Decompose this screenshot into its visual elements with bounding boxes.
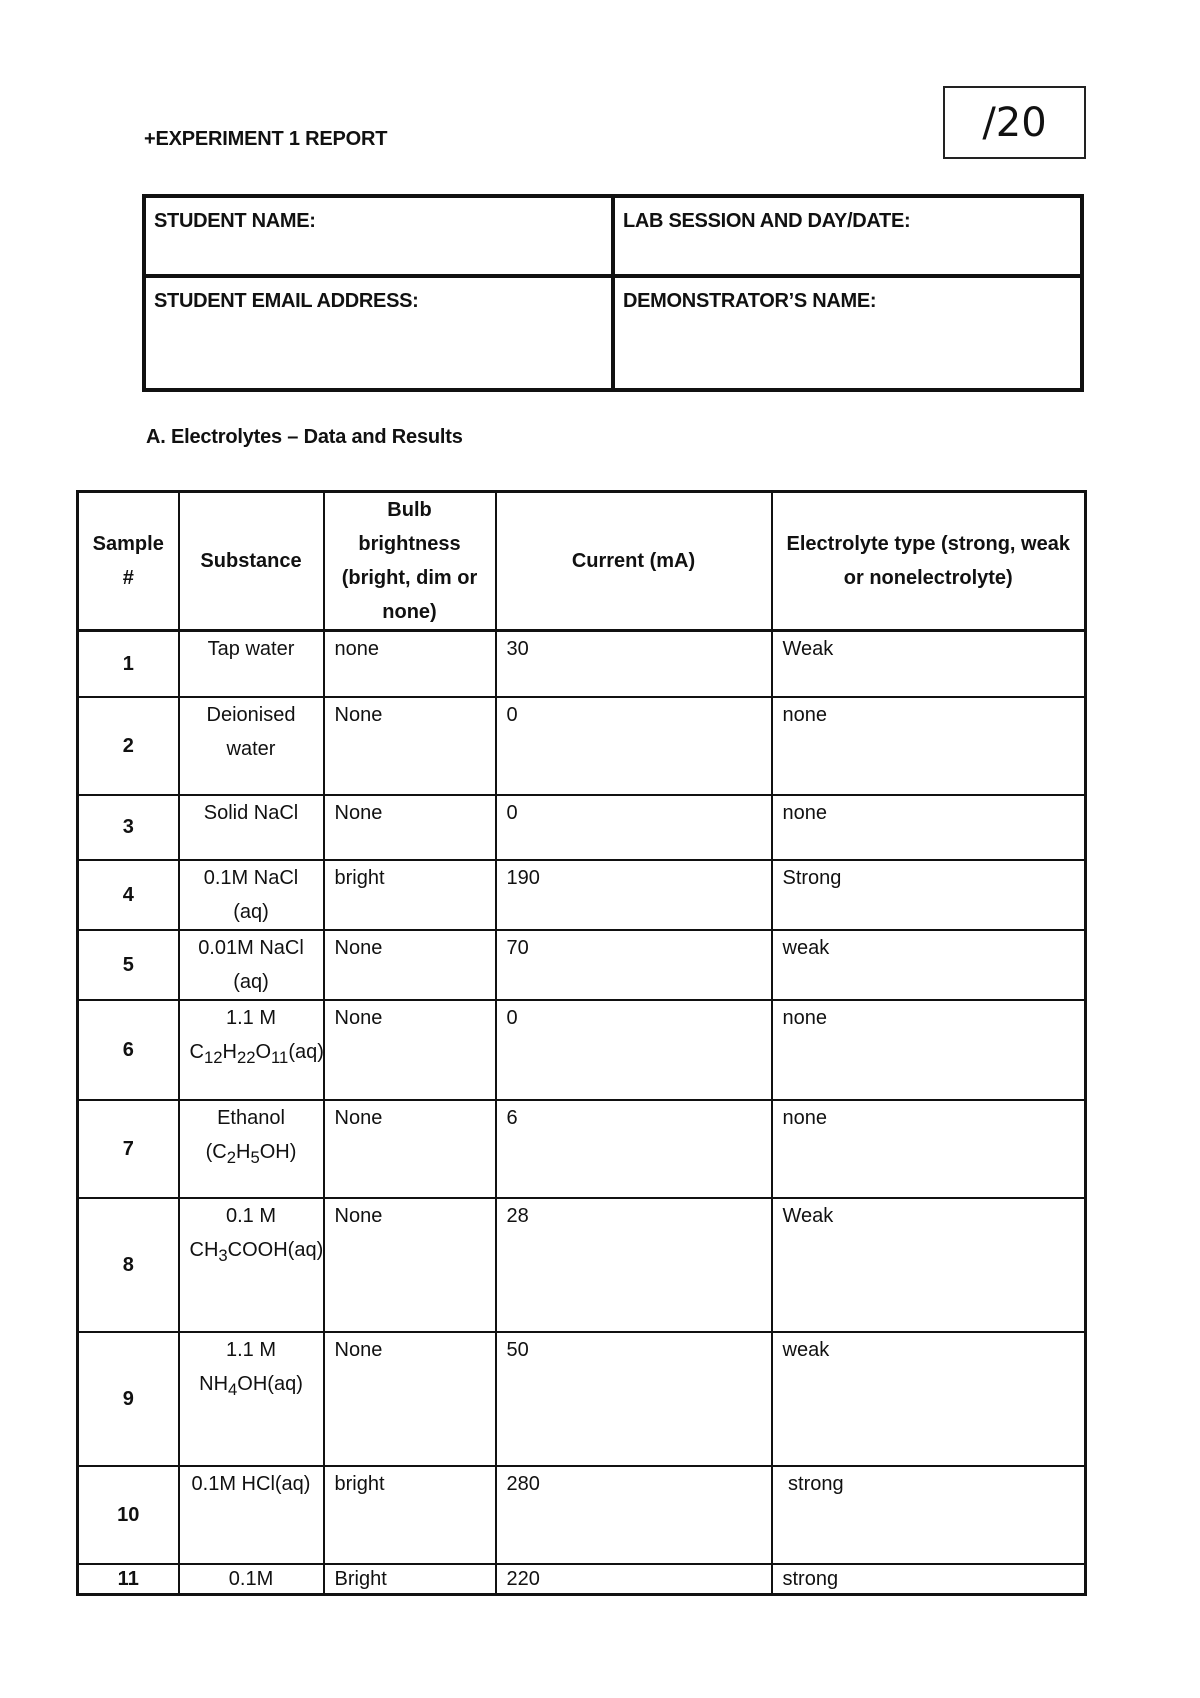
current-cell[interactable]: 30 bbox=[496, 631, 772, 697]
type-cell[interactable]: weak bbox=[772, 1332, 1086, 1466]
student-email-field[interactable] bbox=[144, 276, 613, 390]
substance-cell: Tap water bbox=[179, 631, 324, 697]
current-cell[interactable]: 70 bbox=[496, 930, 772, 1000]
current-cell[interactable]: 220 bbox=[496, 1564, 772, 1595]
sample-number: 6 bbox=[78, 1000, 179, 1100]
results-table bbox=[76, 490, 1087, 1596]
bulb-cell[interactable]: Bright bbox=[324, 1564, 496, 1595]
sample-number: 11 bbox=[78, 1564, 179, 1595]
student-name-label: STUDENT NAME: bbox=[154, 210, 316, 232]
sample-number: 7 bbox=[78, 1100, 179, 1198]
table-row bbox=[78, 631, 1086, 697]
score-box bbox=[943, 86, 1086, 159]
sample-number: 8 bbox=[78, 1198, 179, 1332]
header-bulb: Bulb brightness (bright, dim or none) bbox=[324, 492, 496, 631]
substance-label: 1.1 M bbox=[225, 1006, 277, 1029]
bulb-cell[interactable]: None bbox=[324, 795, 496, 860]
table-row bbox=[78, 1198, 1086, 1332]
table-row bbox=[78, 1100, 1086, 1198]
section-title: A. Electrolytes – Data and Results bbox=[146, 426, 463, 448]
student-name-field[interactable] bbox=[144, 196, 613, 276]
substance-cell bbox=[179, 1000, 324, 1100]
table-row bbox=[78, 860, 1086, 930]
table-row bbox=[78, 1332, 1086, 1466]
header-sample: Sample # bbox=[78, 492, 179, 631]
sample-number: 3 bbox=[78, 795, 179, 860]
table-row bbox=[78, 1000, 1086, 1100]
type-cell[interactable]: weak bbox=[772, 930, 1086, 1000]
substance-cell bbox=[179, 1332, 324, 1466]
header-current: Current (mA) bbox=[496, 492, 772, 631]
substance-cell: 0.01M NaCl (aq) bbox=[179, 930, 324, 1000]
substance-label: 1.1 M bbox=[225, 1338, 277, 1361]
report-title: +EXPERIMENT 1 REPORT bbox=[144, 128, 388, 150]
bulb-cell[interactable]: None bbox=[324, 1198, 496, 1332]
bulb-cell[interactable]: None bbox=[324, 697, 496, 795]
substance-cell bbox=[179, 1198, 324, 1332]
lab-session-field[interactable] bbox=[613, 196, 1082, 276]
bulb-cell[interactable]: None bbox=[324, 1100, 496, 1198]
table-row bbox=[78, 1466, 1086, 1564]
sample-number: 4 bbox=[78, 860, 179, 930]
bulb-cell[interactable]: None bbox=[324, 1332, 496, 1466]
type-cell[interactable]: Weak bbox=[772, 1198, 1086, 1332]
header-type: Electrolyte type (strong, weak or nonelectrolyte) bbox=[772, 492, 1086, 631]
current-cell[interactable]: 0 bbox=[496, 697, 772, 795]
type-cell[interactable]: strong bbox=[772, 1564, 1086, 1595]
substance-formula: $C_{12}H_{22}O_{11}(aq)$ bbox=[189, 1040, 324, 1067]
type-cell[interactable]: Strong bbox=[772, 860, 1086, 930]
type-cell[interactable]: Weak bbox=[772, 631, 1086, 697]
table-row bbox=[78, 697, 1086, 795]
type-cell[interactable]: strong bbox=[772, 1466, 1086, 1564]
sample-number: 2 bbox=[78, 697, 179, 795]
substance-cell: 0.1M NaCl (aq) bbox=[179, 860, 324, 930]
type-cell[interactable]: none bbox=[772, 795, 1086, 860]
type-cell[interactable]: none bbox=[772, 1100, 1086, 1198]
student-email-label: STUDENT EMAIL ADDRESS: bbox=[154, 290, 419, 312]
substance-cell: Deionised water bbox=[179, 697, 324, 795]
bulb-cell[interactable]: bright bbox=[324, 1466, 496, 1564]
substance-formula: $(C_2H_5OH)$ bbox=[205, 1140, 297, 1167]
substance-formula: $CH_3COOH(aq)$ bbox=[189, 1238, 324, 1265]
bulb-cell[interactable]: none bbox=[324, 631, 496, 697]
bulb-cell[interactable]: bright bbox=[324, 860, 496, 930]
substance-cell: Solid NaCl bbox=[179, 795, 324, 860]
substance-label: Ethanol bbox=[217, 1106, 285, 1129]
sample-number: 10 bbox=[78, 1466, 179, 1564]
sample-number: 5 bbox=[78, 930, 179, 1000]
demonstrator-field[interactable] bbox=[613, 276, 1082, 390]
current-cell[interactable]: 190 bbox=[496, 860, 772, 930]
current-cell[interactable]: 28 bbox=[496, 1198, 772, 1332]
current-cell[interactable]: 0 bbox=[496, 795, 772, 860]
substance-cell: 0.1M bbox=[179, 1564, 324, 1595]
current-cell[interactable]: 6 bbox=[496, 1100, 772, 1198]
substance-cell: 0.1M HCl(aq) bbox=[179, 1466, 324, 1564]
lab-session-label: LAB SESSION AND DAY/DATE: bbox=[623, 210, 911, 232]
sample-number: 9 bbox=[78, 1332, 179, 1466]
type-cell[interactable]: none bbox=[772, 697, 1086, 795]
score-text: /20 bbox=[982, 99, 1047, 146]
current-cell[interactable]: 280 bbox=[496, 1466, 772, 1564]
bulb-cell[interactable]: None bbox=[324, 930, 496, 1000]
substance-formula: $NH_4OH(aq)$ bbox=[199, 1372, 303, 1399]
table-row bbox=[78, 930, 1086, 1000]
current-cell[interactable]: 50 bbox=[496, 1332, 772, 1466]
substance-label: 0.1 M bbox=[225, 1204, 277, 1227]
demonstrator-label: DEMONSTRATOR’S NAME: bbox=[623, 290, 877, 312]
student-info-table bbox=[142, 194, 1084, 392]
table-row bbox=[78, 795, 1086, 860]
table-row bbox=[78, 1564, 1086, 1595]
bulb-cell[interactable]: None bbox=[324, 1000, 496, 1100]
sample-number: 1 bbox=[78, 631, 179, 697]
type-cell[interactable]: none bbox=[772, 1000, 1086, 1100]
header-substance: Substance bbox=[179, 492, 324, 631]
current-cell[interactable]: 0 bbox=[496, 1000, 772, 1100]
substance-cell bbox=[179, 1100, 324, 1198]
